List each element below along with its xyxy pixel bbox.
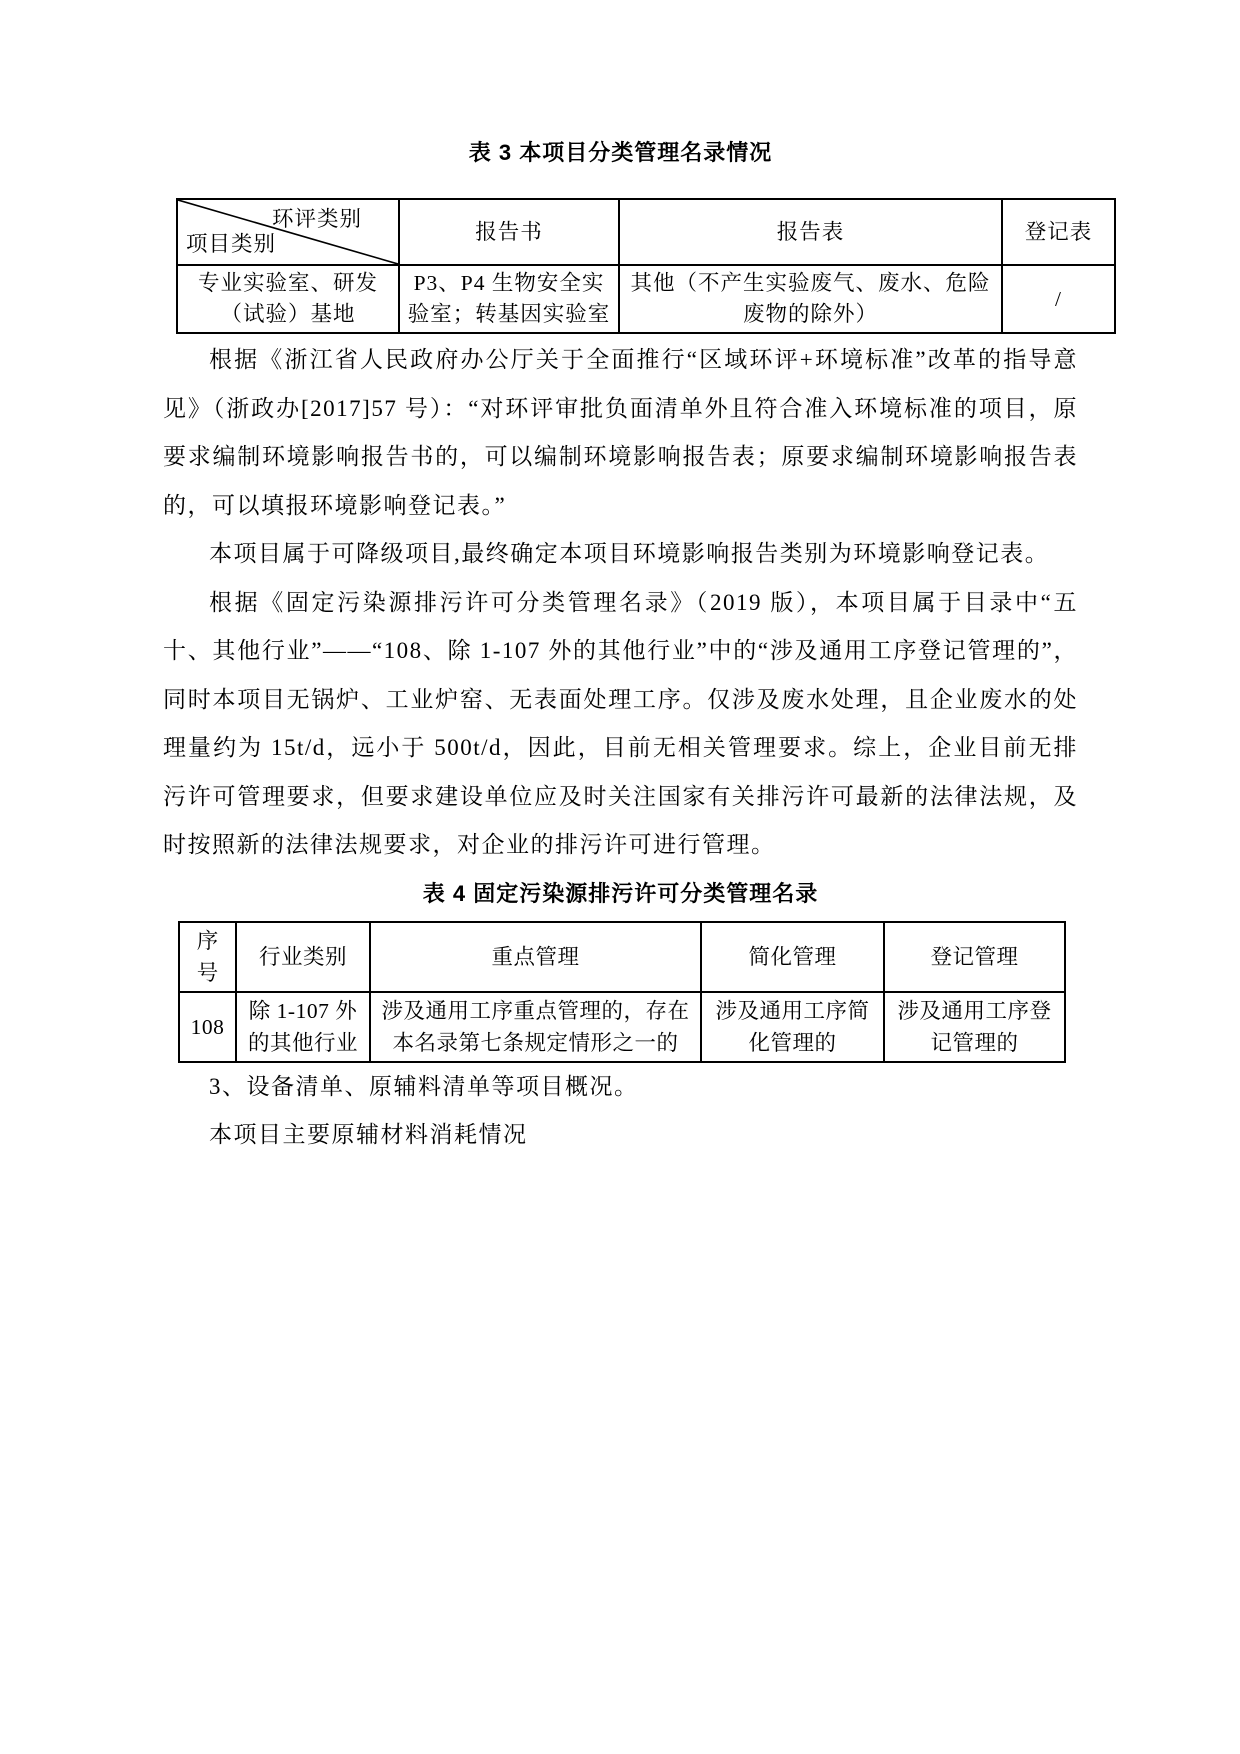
table4-cell-key-management: 涉及通用工序重点管理的，存在本名录第七条规定情形之一的 <box>370 992 701 1062</box>
table3-corner-cell <box>177 199 399 265</box>
table3 <box>176 198 1116 334</box>
table4-header-registration-management: 登记管理 <box>884 922 1065 992</box>
table4-header-industry-category: 行业类别 <box>236 922 370 992</box>
table4-cell-simplified-management: 涉及通用工序简化管理的 <box>701 992 884 1062</box>
table3-corner-diagonal-cell <box>178 200 398 264</box>
table3-cell-report-form: 其他（不产生实验废气、废水、危险废物的除外） <box>619 265 1002 333</box>
table3-data-row <box>177 265 1115 333</box>
paragraph-2: 本项目属于可降级项目,最终确定本项目环境影响报告类别为环境影响登记表。 <box>209 541 1050 566</box>
paragraph-1: 根据《浙江省人民政府办公厅关于全面推行“区域环评+环境标准”改革的指导意见》（浙政办[2017]57 号）：“对环评审批负面清单外且符合准入环境标准的项目，原要求编制环境影响报告书的，可以编制环境影响报告表；原要求编制环境影响报告表的，可以填报环境影响登记表。” <box>163 347 1078 518</box>
table4-header-serial-number <box>179 922 236 992</box>
table3-corner-label-eia-category: 环评类别 <box>271 207 362 231</box>
paragraph-3: 根据《固定污染源排污许可分类管理名录》（2019 版），本项目属于目录中“五十、其他行业”——“108、除 1-107 外的其他行业”中的“涉及通用工序登记管理的”，同时本项目无锅炉、工业炉窑、无表面处理工序。仅涉及废水处理，且企业废水的处理量约为 15t/d，远小于 500t/d，因此，目前无相关管理要求。综上，企业目前无排污许可管理要求，但要求建设单位应及时关注国家有关排污许可最新的法律法规，及时按照新的法律法规要求，对企业的排污许可进行管理。 <box>163 589 1078 857</box>
table3-header-registration-form: 登记表 <box>1002 199 1115 265</box>
table4-data-row <box>179 992 1065 1062</box>
closing-line-1: 3、设备清单、原辅料清单等项目概况。 <box>209 1073 639 1099</box>
table3-cell-project-type: 专业实验室、研发（试验）基地 <box>177 265 399 333</box>
table4-cell-registration-management: 涉及通用工序登记管理的 <box>884 992 1065 1062</box>
table4-title: 表 4 固定污染源排污许可分类管理名录 <box>422 880 819 906</box>
table4-cell-industry-category: 除 1-107 外的其他行业 <box>236 992 370 1062</box>
table4-header-row <box>179 922 1065 992</box>
table3-title: 表 3 本项目分类管理名录情况 <box>468 140 773 165</box>
table3-header-report-book: 报告书 <box>399 199 619 265</box>
table3-cell-registration-form: / <box>1002 265 1115 333</box>
table4-header-simplified-management: 简化管理 <box>701 922 884 992</box>
document-content <box>163 139 1093 1160</box>
table3-header-report-form: 报告表 <box>619 199 1002 265</box>
table4 <box>178 921 1066 1063</box>
serial-number-label: 序号 <box>196 928 219 985</box>
table4-cell-serial-number: 108 <box>179 992 236 1062</box>
table3-cell-report-book: P3、P4 生物安全实验室；转基因实验室 <box>399 265 619 333</box>
closing-line-2: 本项目主要原辅材料消耗情况 <box>209 1122 528 1147</box>
table4-header-key-management: 重点管理 <box>370 922 701 992</box>
table3-corner-label-project-category: 项目类别 <box>186 232 277 256</box>
table3-header-row <box>177 199 1115 265</box>
